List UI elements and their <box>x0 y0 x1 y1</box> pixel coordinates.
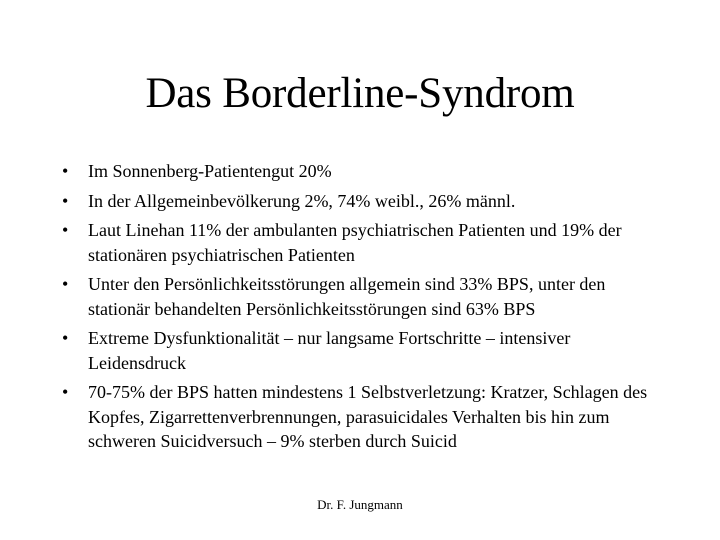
bullet-item <box>60 326 670 375</box>
bullet-icon: • <box>62 220 69 240</box>
bullet-text: Extreme Dysfunktionalität – nur langsame Fortschritte – intensiver Leidensdruck <box>88 328 571 373</box>
slide-title: Das Borderline-Syndrom <box>145 70 575 117</box>
bullet-text: Unter den Persönlichkeitsstörungen allgemein sind 33% BPS, unter den stationär behandelten Persönlichkeitsstörungen sind 63% BPS <box>88 274 606 319</box>
bullet-text: Laut Linehan 11% der ambulanten psychiatrischen Patienten und 19% der stationären psychiatrischen Patienten <box>88 220 622 265</box>
footer-author: Dr. F. Jungmann <box>317 497 403 512</box>
bullet-icon: • <box>62 274 69 294</box>
bullet-item <box>60 218 670 267</box>
bullet-item <box>60 189 670 214</box>
bullet-item <box>60 159 670 184</box>
bullet-icon: • <box>62 382 69 402</box>
bullet-item <box>60 380 670 454</box>
bullet-list <box>60 159 670 459</box>
bullet-icon: • <box>62 190 69 211</box>
bullet-text: In der Allgemeinbevölkerung 2%, 74% weibl., 26% männl. <box>88 190 516 211</box>
bullet-icon: • <box>62 328 69 348</box>
bullet-item <box>60 272 670 321</box>
bullet-text: Im Sonnenberg-Patientengut 20% <box>88 161 332 181</box>
bullet-text: 70-75% der BPS hatten mindestens 1 Selbstverletzung: Kratzer, Schlagen des Kopfes, Zigarrettenverbrennungen, parasuicidales Verhalten bis hin zum schweren Suicidversuch – 9% sterben durch Suicid <box>88 382 648 451</box>
bullet-icon: • <box>62 161 69 181</box>
